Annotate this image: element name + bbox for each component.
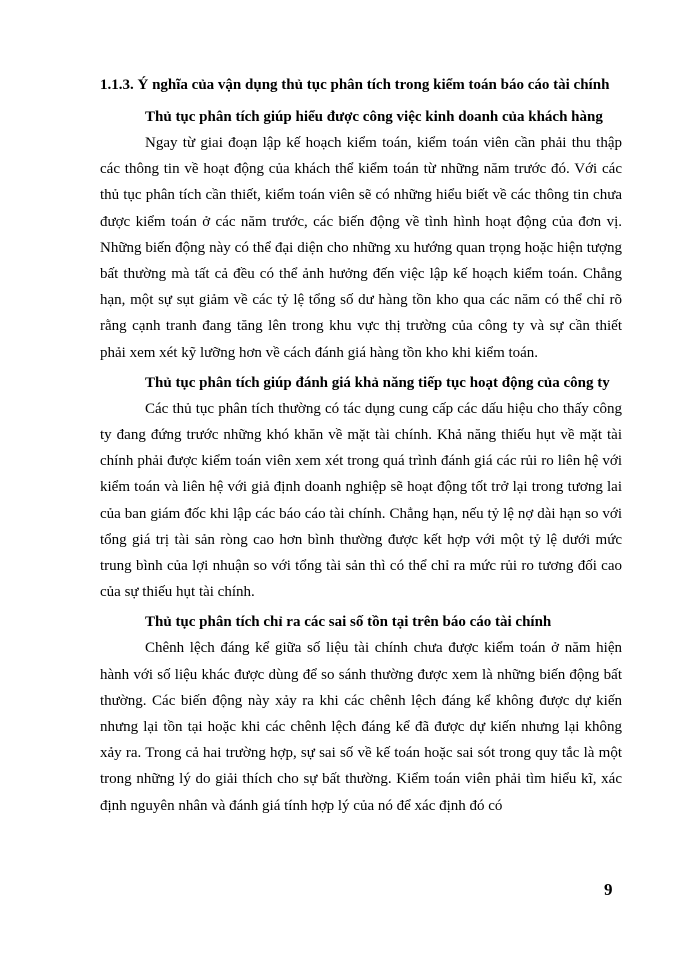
subsection-heading-business-understanding: Thủ tục phân tích giúp hiểu được công việc kinh doanh của khách hàng <box>145 109 603 125</box>
subsection-heading-misstatements: Thủ tục phân tích chỉ ra các sai số tồn tại trên báo cáo tài chính <box>145 614 552 631</box>
section-title: 1.1.3. Ý nghĩa của vận dụng thủ tục phân tích trong kiểm toán báo cáo tài chính <box>100 77 610 93</box>
document-page <box>100 70 622 819</box>
page-number: 9 <box>604 880 613 899</box>
paragraph-misstatements: Chênh lệch đáng kể giữa số liệu tài chính chưa được kiểm toán ở năm hiện hành với số liệu khác được dùng để so sánh thường được xem là những biến động bất thường. Các biến động này xảy ra khi các chênh lệch đáng kể không được dự kiến nhưng lại tồn tại hoặc khi các chênh lệch đáng kể đã được dự kiến nhưng lại không xảy ra. Trong cả hai trường hợp, sự sai số về kế toán hoặc sai sót trong quy tắc là một trong những lý do giải thích cho sự bất thường. Kiểm toán viên phải tìm hiểu kĩ, xác định nguyên nhân và đánh giá tính hợp lý của nó để xác định đó có <box>100 640 622 814</box>
subsection-heading-going-concern: Thủ tục phân tích giúp đánh giá khả năng tiếp tục hoạt động của công ty <box>145 374 610 391</box>
paragraph-going-concern: Các thủ tục phân tích thường có tác dụng cung cấp các dấu hiệu cho thấy công ty đang đứng trước những khó khăn về mặt tài chính. Khả năng thiếu hụt về mặt tài chính phải được kiểm toán viên xem xét trong quá trình đánh giá các rủi ro liên hệ với kiểm toán và liên hệ với giả định doanh nghiệp sẽ hoạt động tốt trở lại trong tương lai của ban giám đốc khi lập các báo cáo tài chính. Chẳng hạn, nếu tỷ lệ nợ dài hạn so với tổng giá trị tài sản ròng cao hơn bình thường được kết hợp với một tỷ lệ dưới mức trung bình của lợi nhuận so với tổng tài sản thì có thể chỉ ra mức rủi ro tương đối cao của sự thiếu hụt tài chính. <box>100 400 622 601</box>
paragraph-business-understanding: Ngay từ giai đoạn lập kế hoạch kiểm toán, kiểm toán viên cần phải thu thập các thông tin về hoạt động của khách thể kiểm toán từ những năm trước đó. Với các thủ tục phân tích cần thiết, kiểm toán viên sẽ có những hiểu biết về các thông tin chưa được kiểm toán ở các năm trước, các biến động về tình hình hoạt động của đơn vị. Những biến động này có thể đại diện cho những xu hướng quan trọng hoặc hiện tượng bất thường mà tất cả đều có thể ảnh hưởng đến việc lập kế hoạch kiểm toán. Chẳng hạn, một sự sụt giảm về các tỷ lệ tổng số dư hàng tồn kho qua các năm có thể chỉ rõ rằng cạnh tranh đang tăng lên trong khu vực thị trường của công ty và sự cần thiết phải xem xét kỹ lưỡng hơn về cách đánh giá hàng tồn kho khi kiểm toán. <box>100 135 622 361</box>
